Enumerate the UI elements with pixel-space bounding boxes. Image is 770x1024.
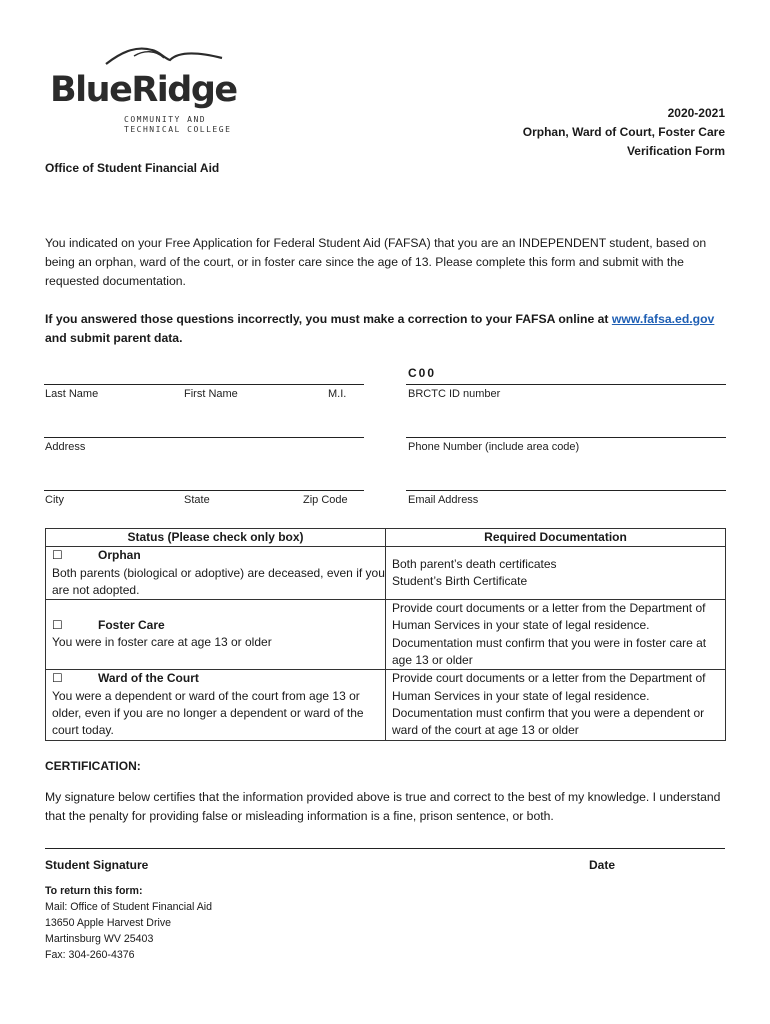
ward-of-court-checkbox[interactable]: ☐ (52, 671, 63, 686)
status-description: You were in foster care at age 13 or older (52, 635, 272, 650)
zip-label: Zip Code (303, 494, 348, 506)
logo-subtitle: COMMUNITY AND TECHNICAL COLLEGE (124, 115, 232, 134)
phone-label: Phone Number (include area code) (408, 441, 580, 453)
city-label: City (45, 494, 64, 506)
status-title: Orphan (98, 548, 141, 563)
return-mail: Mail: Office of Student Financial Aid (45, 901, 213, 913)
status-cell-foster-care (46, 600, 386, 670)
fafsa-warning: If you answered those questions incorrectly, you must make a correction to your FAFSA online at www.fafsa.ed.gov and submit parent data. (45, 312, 715, 345)
form-header (523, 104, 725, 161)
id-number-label: BRCTC ID number (408, 388, 501, 400)
status-description: You were a dependent or ward of the court from age 13 or older, even if you are no longer a dependent or ward of the court today. (52, 688, 364, 738)
phone-field-line[interactable] (406, 437, 726, 438)
form-year: 2020-2021 (667, 106, 725, 120)
email-field-line[interactable] (406, 490, 726, 491)
foster-care-checkbox[interactable]: ☐ (52, 618, 63, 633)
return-city: Martinsburg WV 25403 (45, 933, 154, 945)
signature-line[interactable] (45, 848, 725, 849)
last-name-label: Last Name (45, 388, 99, 400)
address-field-line[interactable] (44, 437, 364, 438)
id-prefix: C00 (408, 366, 437, 380)
status-title: Ward of the Court (98, 671, 199, 686)
table-row (46, 670, 726, 740)
mountain-logo-icon (104, 44, 224, 70)
status-column-header: Status (Please check only box) (46, 529, 386, 547)
certification-heading: CERTIFICATION: (45, 759, 141, 773)
form-subtitle: Verification Form (626, 144, 725, 158)
first-name-label: First Name (184, 388, 238, 400)
city-field-line[interactable] (44, 490, 364, 491)
documentation-cell: Both parent’s death certificates Student’s Birth Certificate (386, 547, 726, 600)
status-cell-orphan (46, 547, 386, 600)
form-title: Orphan, Ward of Court, Foster Care (522, 125, 725, 139)
signature-label: Student Signature (45, 858, 149, 872)
status-table (45, 528, 726, 741)
table-row (46, 600, 726, 670)
state-label: State (184, 494, 210, 506)
email-label: Email Address (408, 494, 479, 506)
status-title: Foster Care (98, 618, 165, 633)
status-description: Both parents (biological or adoptive) are deceased, even if you are not adopted. (52, 565, 385, 597)
college-logo (44, 44, 237, 144)
orphan-checkbox[interactable]: ☐ (52, 548, 63, 563)
return-street: 13650 Apple Harvest Drive (45, 917, 172, 929)
certification-text: My signature below certifies that the information provided above is true and correct to the best of my knowledge. I understand that the penalty for providing false or misleading information is a fine, prison sentence, or both. (45, 790, 721, 823)
status-cell-ward-of-court (46, 670, 386, 740)
id-field-line[interactable] (406, 384, 726, 385)
fafsa-link[interactable]: www.fafsa.ed.gov (611, 312, 715, 326)
return-instructions (45, 883, 212, 963)
documentation-cell: Provide court documents or a letter from the Department of Human Services in your state of legal residence. Documentation must confirm that you were in foster care at age 13 or older (386, 600, 726, 670)
address-label: Address (45, 441, 86, 453)
name-field-line[interactable] (44, 384, 364, 385)
mi-label: M.I. (328, 388, 347, 400)
table-row (46, 547, 726, 600)
date-label: Date (589, 858, 616, 872)
documentation-cell: Provide court documents or a letter from the Department of Human Services in your state of legal residence. Documentation must confirm that you were a dependent or ward of the court at age 13 or older (386, 670, 726, 740)
intro-paragraph: You indicated on your Free Application for Federal Student Aid (FAFSA) that you are an INDEPENDENT student, based on being an orphan, ward of the court, or in foster care since the age of 13. Please complete this form and submit with the requested documentation. (45, 236, 707, 288)
logo-wordmark: BlueRidge (50, 70, 237, 110)
return-heading: To return this form: (45, 885, 143, 897)
return-fax: Fax: 304-260-4376 (45, 949, 135, 961)
documentation-column-header: Required Documentation (386, 529, 726, 547)
office-name: Office of Student Financial Aid (45, 161, 220, 175)
